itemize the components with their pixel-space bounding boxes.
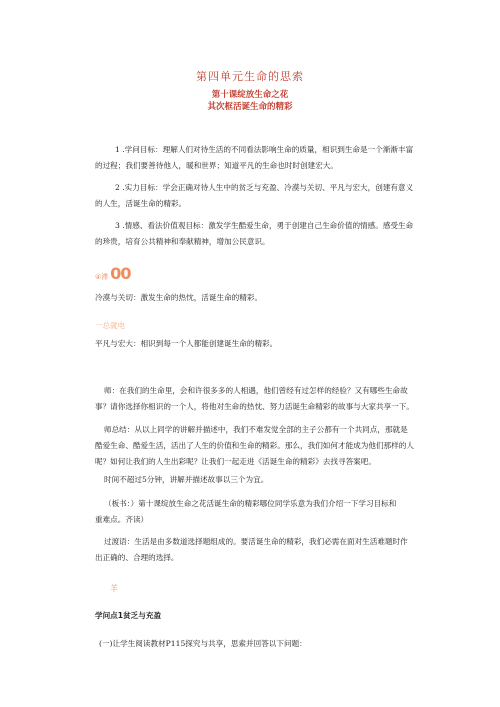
teacher-summary-line-2: 酷爱生命、酷爱生活，活出了人生的价值和生命的精彩。那么，我们如何才能成为他们那样的人 (95, 441, 414, 450)
transition-line-2: 出正确的、合理的选择。 (95, 553, 179, 562)
focus-label (95, 264, 131, 283)
objective-2 (95, 180, 430, 212)
transition-line-1: 过渡语：生活是由多数道选择题组成的。要活诞生命的精彩，我们必需在面对生活难题时作 (104, 537, 408, 546)
focus-label-small: ④滞 (95, 273, 109, 281)
teacher-summary (95, 422, 430, 470)
teacher-summary-line-3: 呢？如何让我们的人生出彩呢？让我们一起走进《活诞生命的精彩》去找寻答案吧。 (95, 457, 376, 466)
time-note-line: 时间不超过5分钟，讲解并描述故事以三个为宜。 (104, 475, 269, 484)
knowledge-point-question-text: (一)让学生阅读教材P115探究与共享，思索并回答以下问题： (99, 639, 307, 648)
board-note (95, 496, 430, 528)
focus-text (95, 290, 430, 306)
objective-1-line-1: 1 .学问目标：理解人们对待生活的不同看法影响生命的质量，相识到生命是一个渐渐丰富 (115, 145, 414, 154)
unit-title: 第四单元生命的思索 (196, 70, 304, 83)
difficulty-text (95, 336, 430, 352)
time-note (95, 472, 430, 488)
section-mark: 羊 (110, 584, 118, 593)
teacher-intro (95, 383, 430, 415)
transition (95, 534, 430, 566)
objective-3-line-2: 的珍贵，培育公共精神和奉献精神，增加公民意识。 (95, 237, 270, 246)
focus-text-line: 冷漠与关切：激发生命的热忱，活诞生命的精彩。 (95, 293, 263, 302)
difficulty-label: 一总就电 (95, 321, 125, 330)
objective-2-line-1: 2 .实力目标：学会正确对待人生中的贫乏与充盈、冷漠与关切、平凡与宏大，创建有意义 (115, 183, 414, 192)
objective-3-line-1: 3 .情感、看法价值观目标：激发学生酷爱生命，勇于创建自己生命价值的情感。感受生命 (115, 221, 414, 230)
section-title: 其次框活诞生命的精彩 (207, 102, 293, 112)
knowledge-point-question (95, 636, 430, 652)
knowledge-point-title-text: 学问点1贫乏与充盈 (95, 611, 162, 620)
teacher-intro-line-1: 师：在我们的生命里，会和许很多多的人相遇，他们曾经有过怎样的经验？又有哪些生命故 (104, 386, 408, 395)
objective-1-line-2: 的过程；我们要善待他人，暖和世界；知道平凡的生命也时时创建宏大。 (95, 161, 338, 170)
difficulty-text-line: 平凡与宏大：相识到每一个人都能创建诞生命的精彩。 (95, 339, 278, 348)
board-note-line-1: （板书：）第十课绽放生命之花活诞生命的精彩哪位同学乐意为我们介绍一下学习目标和 (104, 499, 397, 508)
board-note-line-2: 重难点。齐读） (95, 515, 149, 524)
lesson-title: 第十课绽放生命之花 (211, 90, 289, 100)
objective-2-line-2: 的人生，活诞生命的精彩。 (95, 199, 187, 208)
teacher-intro-line-2: 事？请你选择你相识的一个人，将他对生命的热忱、努力活诞生命精彩的故事与大家共享一下。 (95, 402, 414, 411)
objective-3 (95, 218, 430, 250)
focus-label-big: 00 (110, 264, 131, 283)
objective-1 (95, 142, 430, 174)
knowledge-point-title (95, 608, 430, 624)
teacher-summary-line-1: 师总结：从以上同学的讲解并描述中，我们不难发觉全部的主子公都有一个共同点，那就是 (104, 425, 408, 434)
